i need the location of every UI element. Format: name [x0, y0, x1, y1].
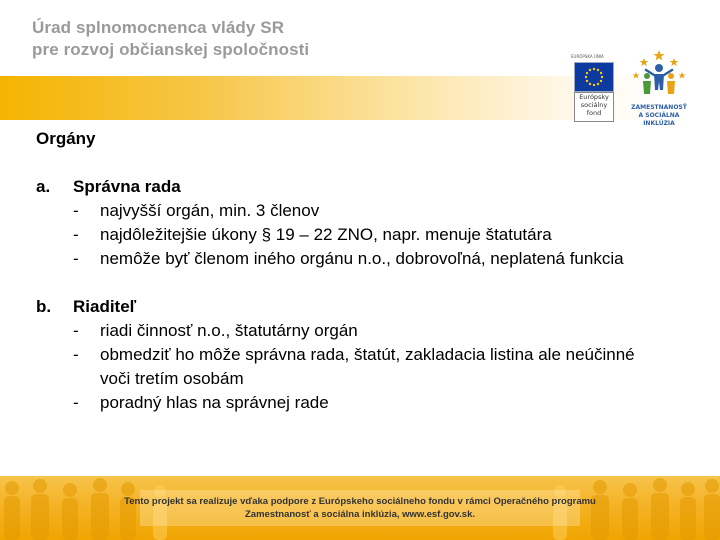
footer-line1: Tento projekt sa realizuje vďaka podpore z Európskeho sociálneho fondu v rámci Operačného programu: [124, 496, 596, 507]
list-item: riadi činnosť n.o., štatutárny orgán: [100, 321, 358, 340]
list-dash: -: [73, 249, 79, 268]
list-item: nemôže byť členom iného orgánu n.o., dobrovoľná, neplatená funkcia: [100, 249, 624, 268]
zam-caption-line2: A SOCIÁLNA INKLÚZIA: [638, 112, 680, 127]
esf-line: Európsky: [579, 93, 609, 101]
eu-label: EURÓPSKA ÚNIA: [571, 54, 604, 59]
list-dash: -: [73, 345, 79, 364]
section-title: Orgány: [36, 129, 96, 148]
list-label-a: a.: [36, 177, 51, 196]
list-dash: -: [73, 201, 79, 220]
esf-line: sociálny: [580, 101, 608, 109]
list-dash: -: [73, 321, 79, 340]
list-item: najvyšší orgán, min. 3 členov: [100, 201, 320, 220]
heading-riaditel: Riaditeľ: [73, 297, 137, 316]
heading-spravna-rada: Správna rada: [73, 177, 181, 196]
footer-line2: Zamestnanosť a sociálna inklúzia, www.esf.gov.sk.: [245, 509, 475, 520]
footer: [0, 476, 720, 540]
header-title-line1: Úrad splnomocnenca vlády SR: [32, 18, 285, 37]
list-item: najdôležitejšie úkony § 19 – 22 ZNO, napr. menuje štatutára: [100, 225, 552, 244]
list-item: obmedziť ho môže správna rada, štatút, zakladacia listina ale neúčinné: [100, 345, 635, 364]
list-item-continuation: voči tretím osobám: [100, 369, 244, 388]
zam-caption-line1: ZAMESTNANOSŤ: [631, 104, 687, 111]
list-label-b: b.: [36, 297, 52, 316]
list-dash: -: [73, 393, 79, 412]
header-title-line2: pre rozvoj občianskej spoločnosti: [32, 40, 310, 59]
list-dash: -: [73, 225, 79, 244]
esf-line: fond: [586, 109, 602, 117]
list-item: poradný hlas na správnej rade: [100, 393, 329, 412]
